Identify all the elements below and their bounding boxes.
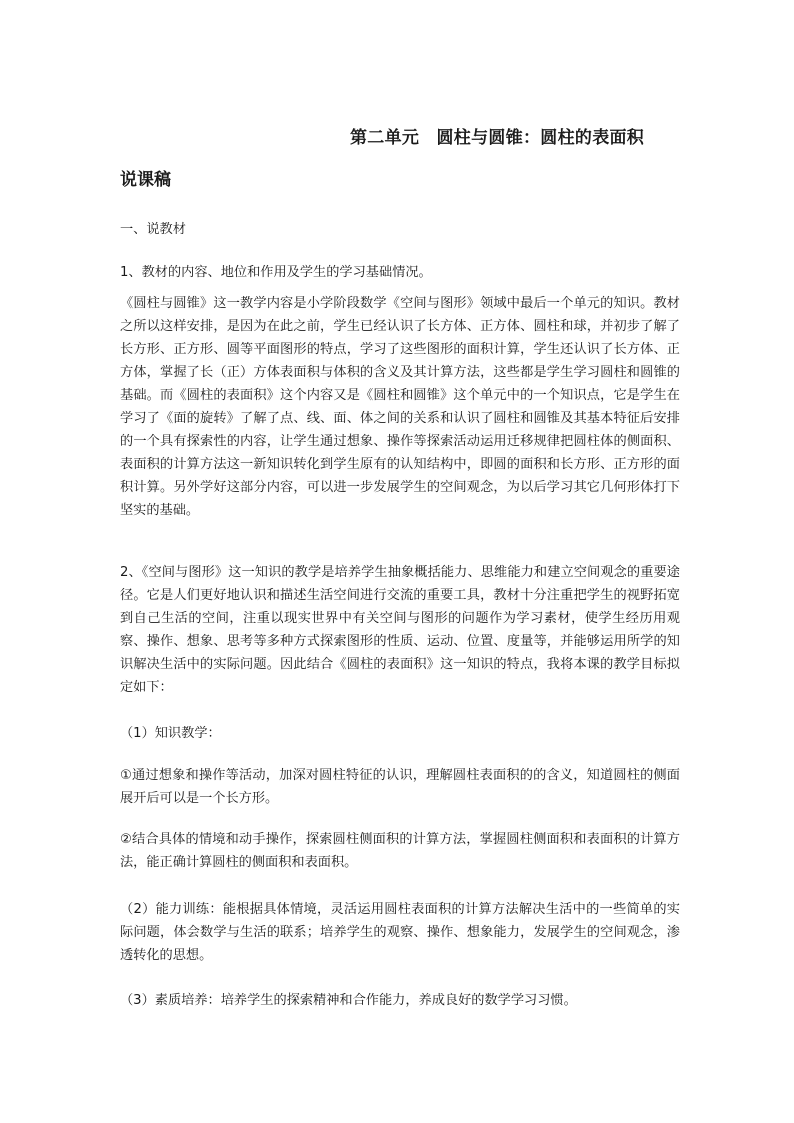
paragraph: （2）能力训练：能根据具体情境，灵活运用圆柱表面积的计算方法解决生活中的一些简单的实际问题，体会数学与生活的联系；培养学生的观察、操作、想象能力，发展学生的空间观念，渗透转化的思想。 (120, 902, 680, 963)
paragraph: 一、说教材 (120, 222, 186, 237)
paragraph: 2、《空间与图形》这一知识的教学是培养学生抽象概括能力、思维能力和建立空间观念的重要途径。它是人们更好地认识和描述生活空间进行交流的重要工具，教材十分注重把学生的视野拓宽到自己生活的空间，注重以现实世界中有关空间与图形的问题作为学习素材，使学生经历用观察、操作、想象、思考等多种方式探索图形的性质、运动、位置、度量等，并能够运用所学的知识解决生活中的实际问题。因此结合《圆柱的表面积》这一知识的特点，我将本课的教学目标拟定如下： (120, 565, 680, 695)
paragraph: 《圆柱与圆锥》这一教学内容是小学阶段数学《空间与图形》领域中最后一个单元的知识。教材之所以这样安排，是因为在此之前，学生已经认识了长方体、正方体、圆柱和球，并初步了解了长方形、正方形、圆等平面图形的特点，学习了这些图形的面积计算，学生还认识了长方体、正方体，掌握了长（正）方体表面积与体积的含义及其计算方法，这些都是学生学习圆柱和圆锥的基础。而《圆柱的表面积》这个内容又是《圆柱和圆锥》这个单元中的一个知识点，它是学生在学习了《面的旋转》了解了点、线、面、体之间的关系和认识了圆柱和圆锥及其基本特征后安排的一个具有探索性的内容，让学生通过想象、操作等探索活动运用迁移规律把圆柱体的侧面积、表面积的计算方法这一新知识转化到学生原有的认知结构中，即圆的面积和长方形、正方形的面积计算。另外学好这部分内容，可以进一步发展学生的空间观念，为以后学习其它几何形体打下坚实的基础。 (120, 296, 680, 518)
paragraph: ②结合具体的情境和动手操作，探索圆柱侧面积的计算方法，掌握圆柱侧面积和表面积的计算方法，能正确计算圆柱的侧面积和表面积。 (120, 832, 680, 870)
paragraph-block (120, 561, 680, 699)
paragraph: 1、教材的内容、地位和作用及学生的学习基础情况。 (120, 265, 432, 280)
paragraph: ①通过想象和操作等活动，加深对圆柱特征的认识，理解圆柱表面积的的含义，知道圆柱的侧面展开后可以是一个长方形。 (120, 768, 680, 806)
document-subtitle: 说课稿 (120, 170, 171, 190)
objective-item (120, 764, 680, 810)
objective-item (120, 989, 680, 1012)
objective-item (120, 898, 680, 967)
document-title: 第二单元 圆柱与圆锥：圆柱的表面积 (350, 128, 645, 148)
paragraph: （1）知识教学： (120, 726, 221, 741)
section-heading-teaching-material (120, 218, 680, 241)
paragraph-block (120, 292, 680, 522)
subsection-heading (120, 261, 680, 284)
objective-heading (120, 722, 680, 745)
objective-item (120, 828, 680, 874)
paragraph: （3）素质培养：培养学生的探索精神和合作能力，养成良好的数学学习习惯。 (120, 993, 577, 1008)
